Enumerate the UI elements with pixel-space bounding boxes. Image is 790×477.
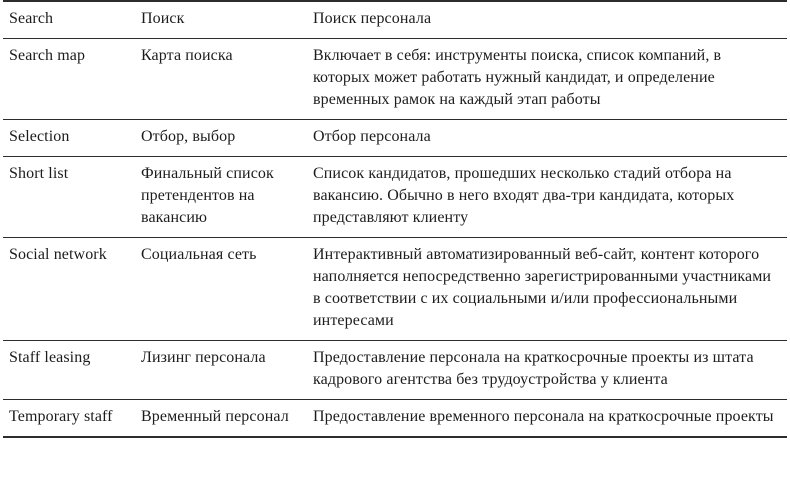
table-row: [3, 120, 787, 157]
table-row: [3, 341, 787, 400]
term-en-cell: Staff leasing: [9, 349, 91, 366]
glossary-table: [3, 0, 787, 438]
table-row: [3, 400, 787, 438]
term-ru-cell: Поиск: [141, 10, 185, 27]
term-en-cell: Selection: [9, 128, 70, 145]
definition-cell: Отбор персонала: [313, 128, 431, 145]
glossary-table-body: [3, 1, 787, 437]
definition-cell: Список кандидатов, прошедших несколько стадий отбора на вакансию. Обычно в него входят два-три кандидата, которых представляют клиенту: [313, 165, 735, 226]
table-row: [3, 238, 787, 341]
table-row: [3, 157, 787, 238]
definition-cell: Поиск персонала: [313, 10, 432, 27]
term-en-cell: Short list: [9, 165, 69, 182]
term-ru-cell: Отбор, выбор: [141, 128, 236, 145]
term-en-cell: Temporary staff: [9, 408, 113, 425]
table-row: [3, 39, 787, 120]
term-ru-cell: Социальная сеть: [141, 246, 257, 263]
term-ru-cell: Временный персонал: [141, 408, 289, 425]
term-ru-cell: Лизинг персонала: [141, 349, 266, 366]
term-en-cell: Social network: [9, 246, 107, 263]
definition-cell: Включает в себя: инструменты поиска, список компаний, в которых может работать нужный кандидат, и определение временных рамок на каждый этап работы: [313, 47, 722, 108]
table-row: [3, 1, 787, 39]
definition-cell: Интерактивный автоматизированный веб-сайт, контент которого наполняется непосредственно зарегистрированными участниками в соответствии с их социальными и/или профессиональными интересами: [313, 246, 772, 329]
term-en-cell: Search: [9, 10, 54, 27]
term-ru-cell: Карта поиска: [141, 47, 233, 64]
definition-cell: Предоставление персонала на краткосрочные проекты из штата кадрового агентства без трудоустройства у клиента: [313, 349, 754, 388]
term-en-cell: Search map: [9, 47, 86, 64]
definition-cell: Предоставление временного персонала на краткосрочные проекты: [313, 408, 774, 425]
term-ru-cell: Финальный список претендентов на вакансию: [141, 165, 274, 226]
